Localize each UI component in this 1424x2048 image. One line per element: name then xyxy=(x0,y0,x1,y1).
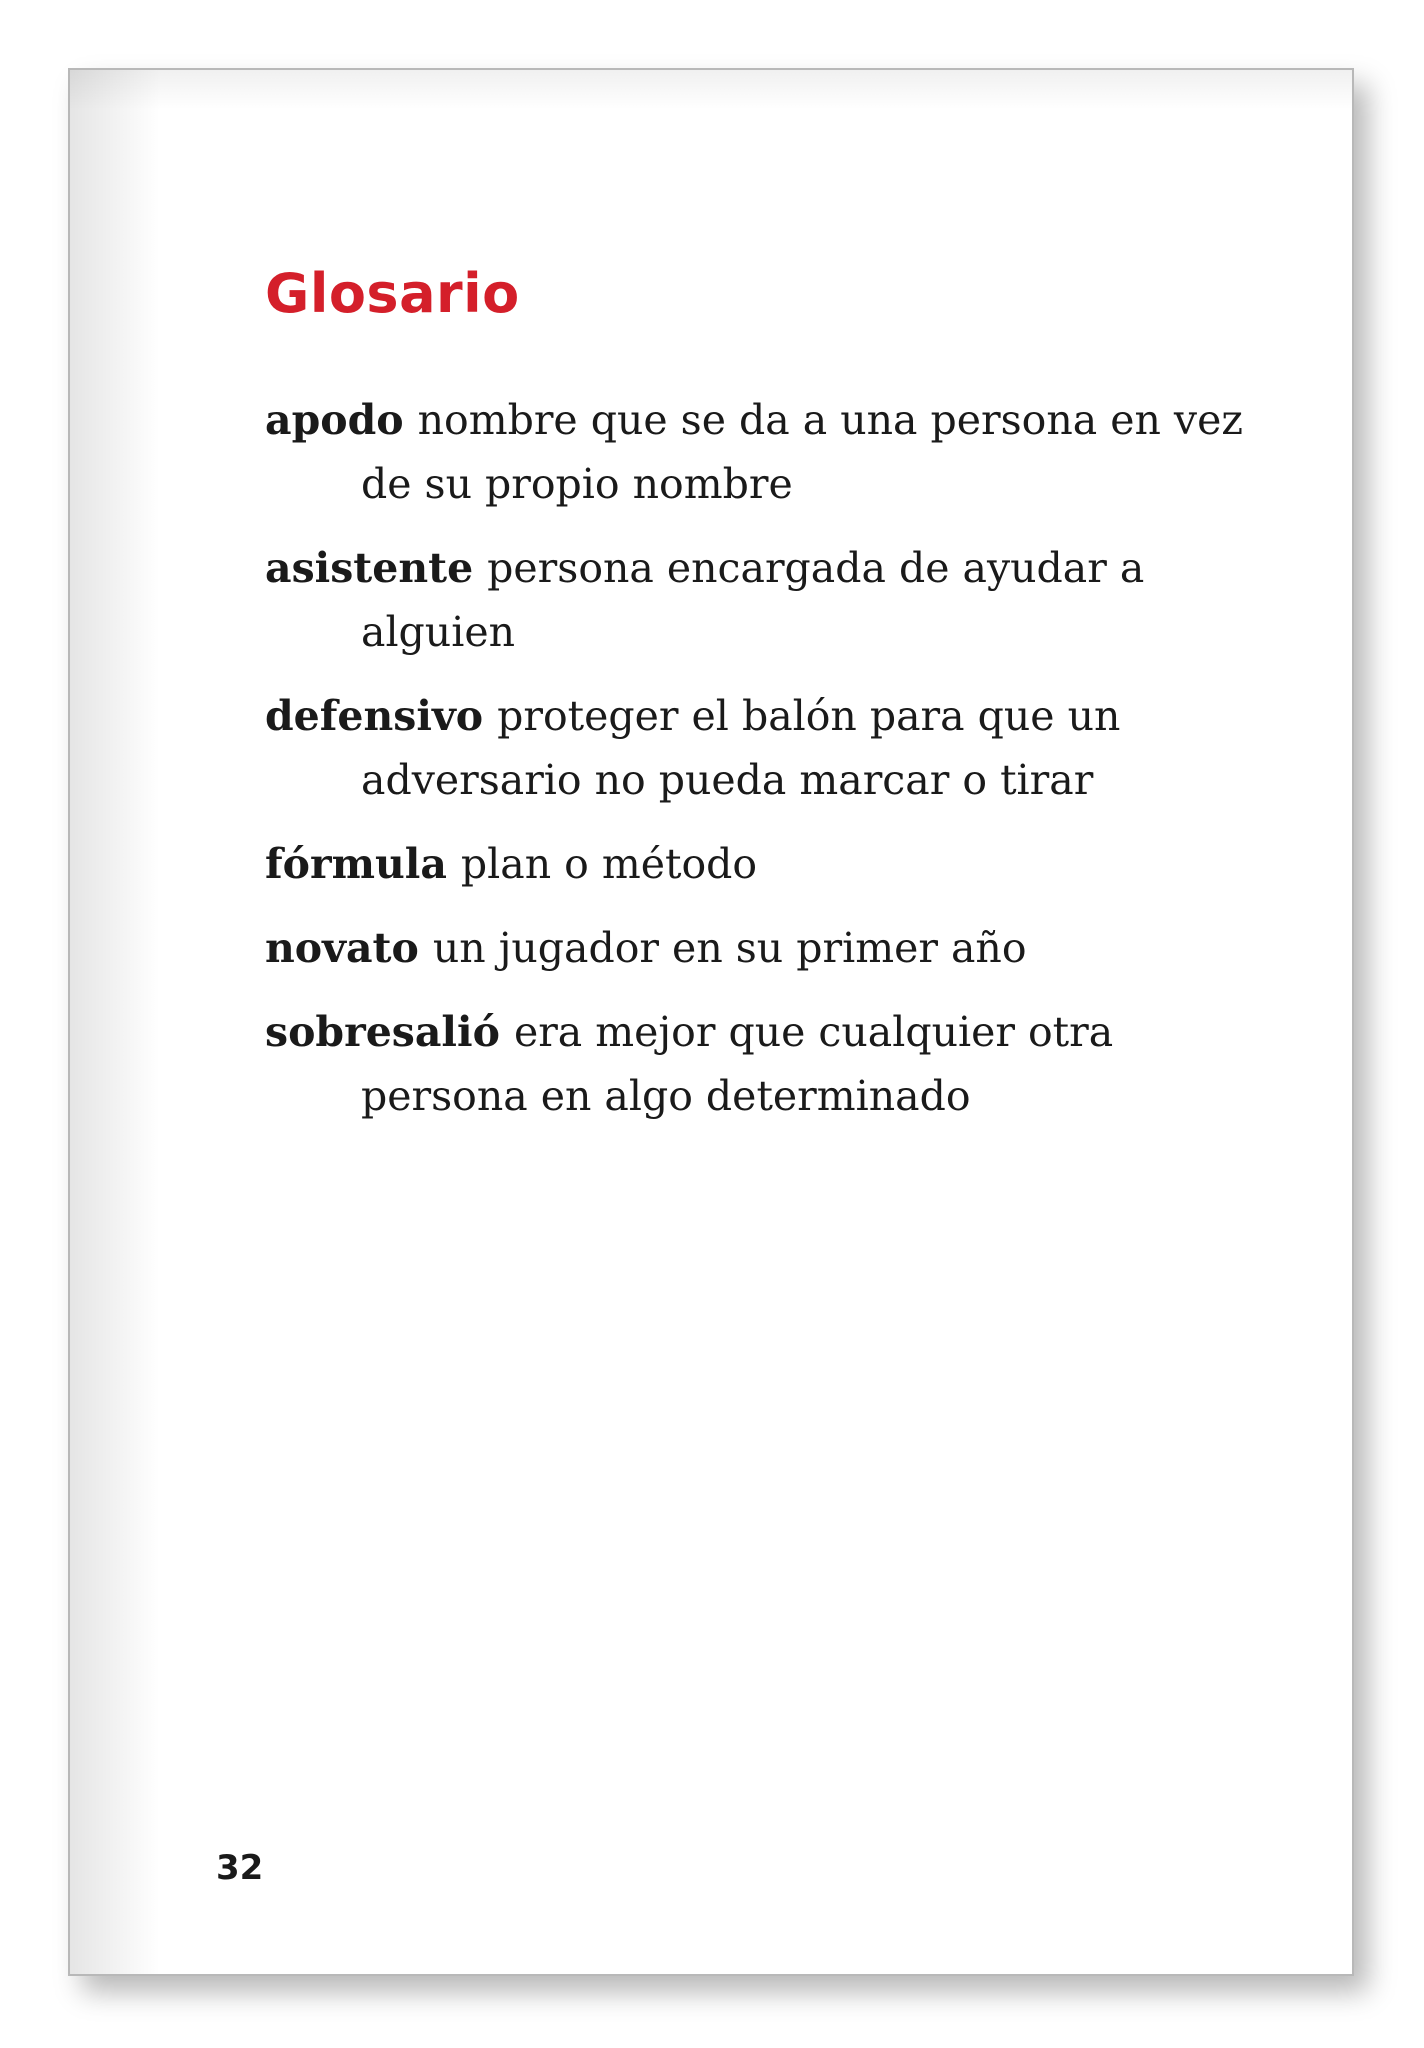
glossary-term: novato xyxy=(265,924,419,972)
glossary-list xyxy=(265,388,1245,1148)
glossary-definition: persona encargada de ayudar a alguien xyxy=(361,544,1145,656)
glossary-entry xyxy=(265,832,1245,896)
glossary-entry xyxy=(265,916,1245,980)
glossary-entry xyxy=(265,388,1245,516)
glossary-term: sobresalió xyxy=(265,1008,500,1056)
glossary-entry xyxy=(265,536,1245,664)
glossary-term: apodo xyxy=(265,396,404,444)
glossary-definition: proteger el balón para que un adversario no pueda marcar o tirar xyxy=(361,692,1121,804)
glossary-definition: un jugador en su primer año xyxy=(432,924,1027,972)
glossary-term: fórmula xyxy=(265,840,447,888)
glossary-entry xyxy=(265,684,1245,812)
glossary-definition: era mejor que cualquier otra persona en algo determinado xyxy=(361,1008,1114,1120)
glossary-entry xyxy=(265,1000,1245,1128)
page-number: 32 xyxy=(216,1848,264,1888)
glossary-term: defensivo xyxy=(265,692,484,740)
book-page xyxy=(68,68,1354,1976)
glossary-definition: nombre que se da a una persona en vez de su propio nombre xyxy=(361,396,1243,508)
page-title: Glosario xyxy=(265,262,520,325)
glossary-term: asistente xyxy=(265,544,474,592)
glossary-definition: plan o método xyxy=(460,840,758,888)
